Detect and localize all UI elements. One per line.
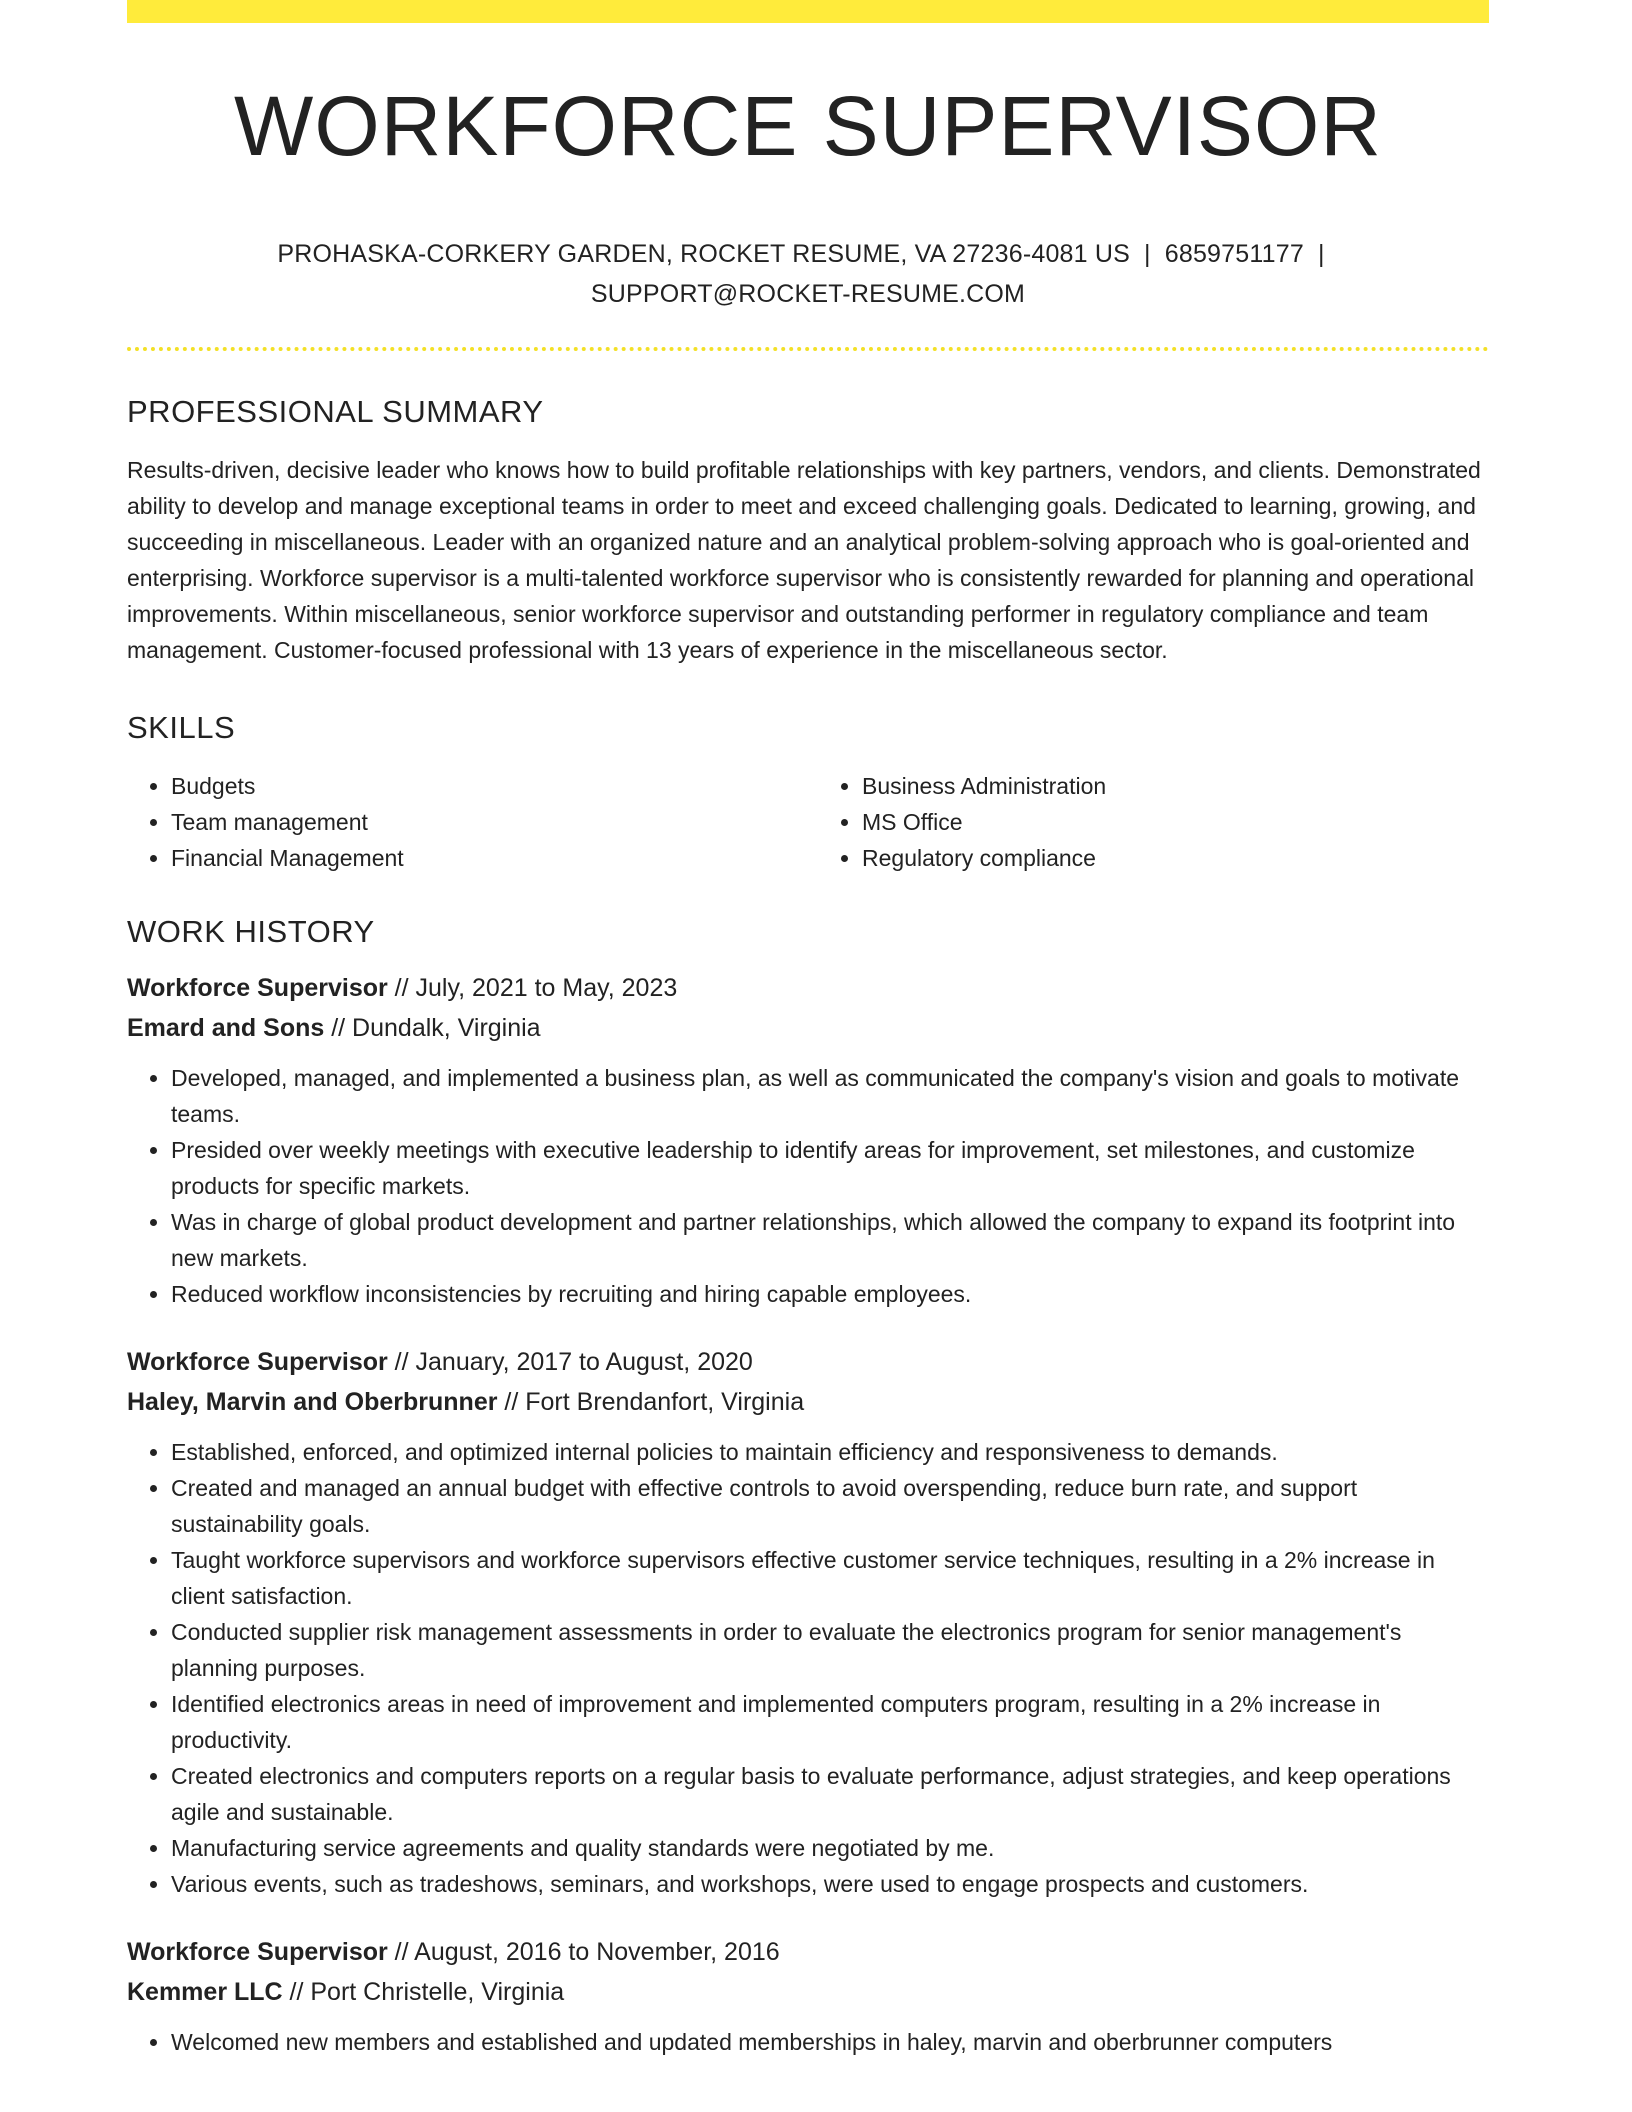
contact-phone: 6859751177 <box>1164 240 1304 269</box>
accent-bar <box>127 0 1489 23</box>
contact-line-1 <box>127 234 1489 274</box>
work-history-heading: WORK HISTORY <box>127 914 375 950</box>
job-company: Haley, Marvin and Oberbrunner <box>127 1388 498 1417</box>
job-bullet: • Developed, managed, and implemented a business plan, as well as communicated the company's vision and goals to motivate teams. <box>171 1060 1489 1132</box>
job-bullet: • Was in charge of global product development and partner relationships, which allowed the company to expand its footprint into new markets. <box>171 1204 1489 1276</box>
job-company-line <box>127 1008 1489 1048</box>
job-role-line <box>127 968 1489 1008</box>
job-location: // Port Christelle, Virginia <box>282 1978 565 2007</box>
skill-item: • Regulatory compliance <box>862 840 1489 876</box>
job-entry <box>127 1932 1489 2060</box>
job-bullet: • Presided over weekly meetings with executive leadership to identify areas for improvement, set milestones, and customize products for specific markets. <box>171 1132 1489 1204</box>
job-company: Kemmer LLC <box>127 1978 283 2007</box>
job-bullet: • Welcomed new members and established and updated memberships in haley, marvin and oberbrunner computers <box>171 2024 1489 2060</box>
job-bullet: • Manufacturing service agreements and quality standards were negotiated by me. <box>171 1830 1489 1866</box>
job-role-line <box>127 1342 1489 1382</box>
contact-email: SUPPORT@ROCKET-RESUME.COM <box>590 280 1026 309</box>
skills-column-right <box>818 768 1489 876</box>
contact-info <box>127 234 1489 314</box>
job-bullet: • Created electronics and computers reports on a regular basis to evaluate performance, adjust strategies, and keep operations agile and sustainable. <box>171 1758 1489 1830</box>
job-bullet: • Established, enforced, and optimized internal policies to maintain efficiency and responsiveness to demands. <box>171 1434 1489 1470</box>
job-entry <box>127 1342 1489 1902</box>
skill-item: • Business Administration <box>862 768 1489 804</box>
job-role: Workforce Supervisor <box>127 1938 388 1967</box>
job-company-line <box>127 1382 1489 1422</box>
job-bullets <box>127 2024 1489 2060</box>
skill-item: • Budgets <box>171 768 798 804</box>
contact-line-2 <box>127 274 1489 314</box>
job-dates: // July, 2021 to May, 2023 <box>387 974 678 1003</box>
job-dates: // August, 2016 to November, 2016 <box>387 1938 780 1967</box>
job-location: // Fort Brendanfort, Virginia <box>497 1388 805 1417</box>
job-dates: // January, 2017 to August, 2020 <box>387 1348 753 1377</box>
skills-heading: SKILLS <box>127 710 236 746</box>
job-entry <box>127 968 1489 1312</box>
job-bullet: • Identified electronics areas in need of improvement and implemented computers program, resulting in a 2% increase in productivity. <box>171 1686 1489 1758</box>
job-role: Workforce Supervisor <box>127 1348 388 1377</box>
job-bullet: • Various events, such as tradeshows, seminars, and workshops, were used to engage prospects and customers. <box>171 1866 1489 1902</box>
contact-separator: | <box>1144 240 1151 269</box>
job-role: Workforce Supervisor <box>127 974 388 1003</box>
skills-list <box>127 768 1489 876</box>
job-bullets <box>127 1060 1489 1312</box>
resume-page <box>127 0 1489 2060</box>
job-bullet: • Reduced workflow inconsistencies by recruiting and hiring capable employees. <box>171 1276 1489 1312</box>
skills-column-left <box>127 768 798 876</box>
contact-separator: | <box>1317 240 1325 269</box>
job-role-line <box>127 1932 1489 1972</box>
contact-address: PROHASKA-CORKERY GARDEN, ROCKET RESUME, VA 27236-4081 US <box>277 240 1131 269</box>
summary-text: Results-driven, decisive leader who knows how to build profitable relationships with key partners, vendors, and clients. Demonstrated ability to develop and manage exceptional teams in order to meet and exceed challenging goals. Dedicated to learning, growing, and succeeding in miscellaneous. Leader with an organized nature and an analytical problem-solving approach who is goal-oriented and enterprising. Workforce supervisor is a multi-talented workforce supervisor who is consistently rewarded for planning and operational improvements. Within miscellaneous, senior workforce supervisor and outstanding performer in regulatory compliance and team management. Customer-focused professional with 13 years of experience in the miscellaneous sector. <box>127 457 1481 664</box>
job-company-line <box>127 1972 1489 2012</box>
job-bullets <box>127 1434 1489 1902</box>
skill-item: • Financial Management <box>171 840 798 876</box>
header-divider <box>127 347 1489 351</box>
job-bullet: • Created and managed an annual budget with effective controls to avoid overspending, reduce burn rate, and support sustainability goals. <box>171 1470 1489 1542</box>
job-bullet: • Taught workforce supervisors and workforce supervisors effective customer service techniques, resulting in a 2% increase in client satisfaction. <box>171 1542 1489 1614</box>
skill-item: • Team management <box>171 804 798 840</box>
skill-item: • MS Office <box>862 804 1489 840</box>
job-bullet: • Conducted supplier risk management assessments in order to evaluate the electronics program for senior management's planning purposes. <box>171 1614 1489 1686</box>
job-location: // Dundalk, Virginia <box>324 1014 541 1043</box>
resume-name: WORKFORCE SUPERVISOR <box>234 79 1382 173</box>
job-company: Emard and Sons <box>127 1014 325 1043</box>
summary-heading: PROFESSIONAL SUMMARY <box>127 394 544 430</box>
